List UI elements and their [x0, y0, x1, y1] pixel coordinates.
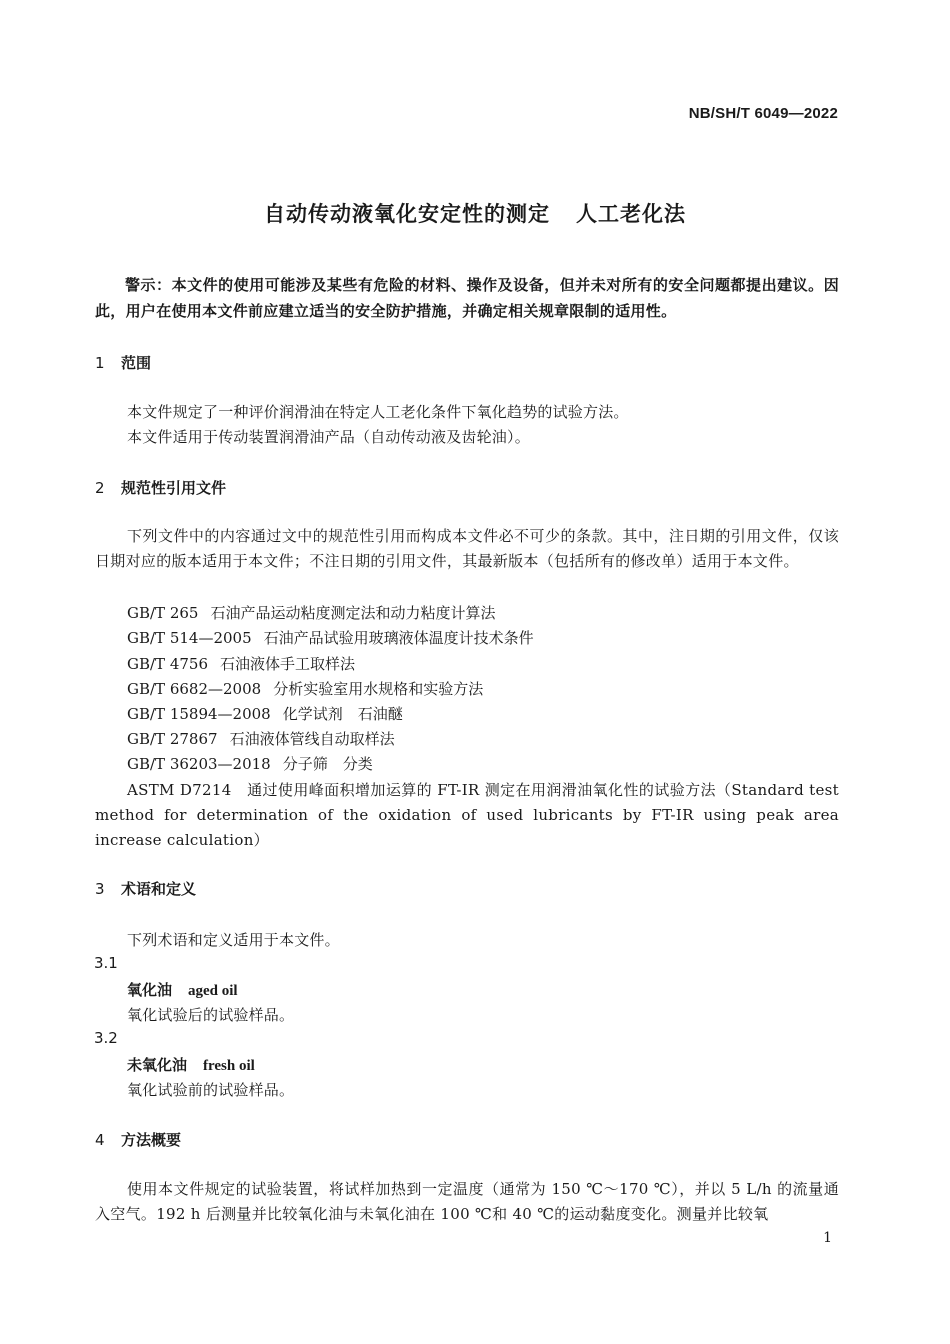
term-entry: [127, 979, 238, 1000]
scope-paragraph-1: 本文件规定了一种评价润滑油在特定人工老化条件下氧化趋势的试验方法。: [127, 403, 629, 421]
reference-code: GB/T 15894—2008: [127, 705, 271, 723]
reference-code: GB/T 36203—2018: [127, 755, 271, 773]
reference-title: 石油液体手工取样法: [220, 655, 356, 673]
references-intro: 下列文件中的内容通过文中的规范性引用而构成本文件必不可少的条款。其中，注日期的引用文件，仅该日期对应的版本适用于本文件；不注日期的引用文件，其最新版本（包括所有的修改单）适用于本文件。: [95, 527, 839, 570]
term-definition: 氧化试验后的试验样品。: [127, 1006, 295, 1024]
standard-number: NB/SH/T 6049—2022: [688, 105, 838, 122]
term-chinese: 未氧化油: [127, 1056, 188, 1074]
section-1-title: 范围: [121, 354, 152, 372]
page-number: 1: [823, 1230, 832, 1246]
reference-code: GB/T 6682—2008: [127, 680, 262, 698]
section-3-title: 术语和定义: [121, 880, 197, 898]
astm-reference: ASTM D7214 通过使用峰面积增加运算的 FT-IR 测定在用润滑油氧化性的试验方法（Standard test method for determination of the oxidation of used lubricants by FT-IR using peak area increase calculation）: [95, 781, 839, 849]
section-1-heading: [95, 352, 151, 373]
reference-title: 石油液体管线自动取样法: [229, 730, 395, 748]
section-1-number: 1: [95, 354, 105, 372]
term-entry: [127, 1054, 255, 1075]
section-2-heading: [95, 477, 226, 498]
reference-item: [127, 703, 403, 724]
term-definition: 氧化试验前的试验样品。: [127, 1081, 295, 1099]
title-main: 自动传动液氧化安定性的测定: [264, 202, 550, 226]
reference-item: [127, 728, 395, 749]
reference-title: 分析实验室用水规格和实验方法: [273, 680, 484, 698]
reference-title: 分子筛 分类: [282, 755, 373, 773]
reference-item: [127, 602, 495, 623]
reference-title: 化学试剂 石油醚: [282, 705, 403, 723]
document-title: [0, 198, 950, 228]
section-4-number: 4: [95, 1131, 105, 1149]
warning-paragraph: 警示：本文件的使用可能涉及某些有危险的材料、操作及设备，但并未对所有的安全问题都提出建议。因此，用户在使用本文件前应建立适当的安全防护措施，并确定相关规章限制的适用性。: [95, 276, 839, 320]
section-3-number: 3: [95, 880, 105, 898]
section-4-title: 方法概要: [121, 1131, 182, 1149]
reference-code: GB/T 27867: [127, 730, 218, 748]
reference-item: [127, 678, 483, 699]
title-sub: 人工老化法: [576, 202, 686, 226]
reference-item: [127, 627, 534, 648]
terms-intro: 下列术语和定义适用于本文件。: [127, 931, 340, 949]
section-3-heading: [95, 878, 196, 899]
term-chinese: 氧化油: [127, 981, 173, 999]
section-2-title: 规范性引用文件: [121, 479, 227, 497]
clause-number: 3.2: [94, 1029, 118, 1047]
reference-title: 石油产品试验用玻璃液体温度计技术条件: [263, 629, 534, 647]
term-english: fresh oil: [203, 1058, 255, 1074]
scope-paragraph-2: 本文件适用于传动装置润滑油产品（自动传动液及齿轮油）。: [127, 428, 530, 446]
reference-code: GB/T 4756: [127, 655, 209, 673]
reference-item: [127, 753, 373, 774]
method-summary-paragraph: 使用本文件规定的试验装置，将试样加热到一定温度（通常为 150 ℃～170 ℃），并以 5 L/h 的流量通入空气。192 h 后测量并比较氧化油与未氧化油在 100 ℃和 40 ℃的运动黏度变化。测量并比较氧: [95, 1180, 839, 1223]
reference-item: [127, 653, 355, 674]
section-4-heading: [95, 1129, 181, 1150]
reference-title: 石油产品运动粘度测定法和动力粘度计算法: [210, 604, 496, 622]
reference-code: GB/T 265: [127, 604, 199, 622]
section-2-number: 2: [95, 479, 105, 497]
reference-code: GB/T 514—2005: [127, 629, 252, 647]
clause-number: 3.1: [94, 954, 118, 972]
term-english: aged oil: [188, 983, 238, 999]
